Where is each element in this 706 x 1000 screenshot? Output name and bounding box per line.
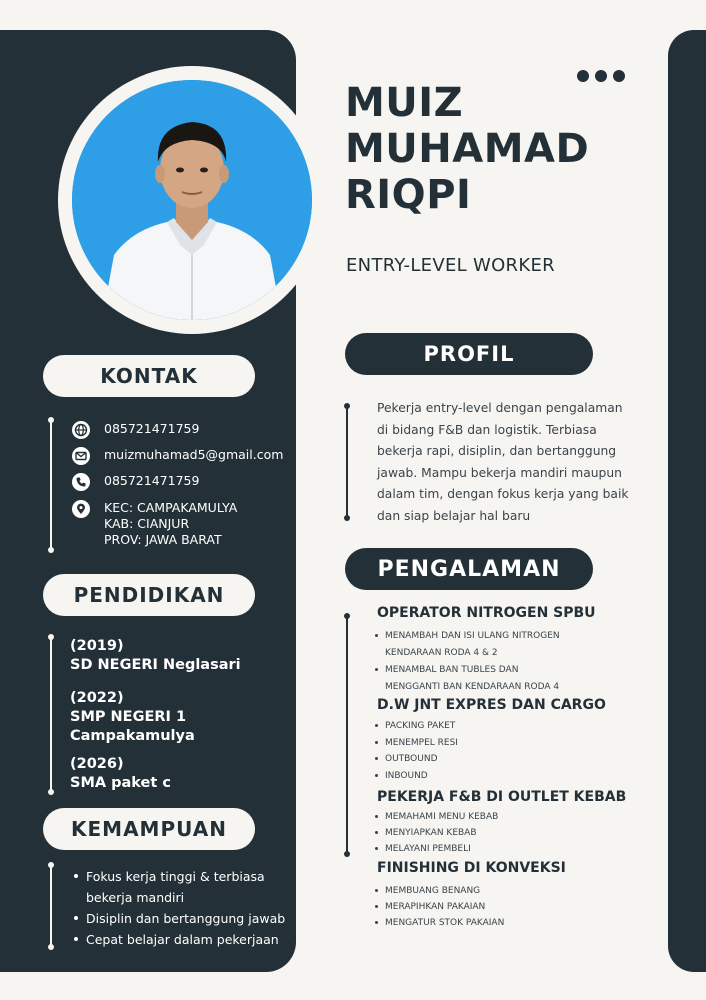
profile-summary	[377, 398, 627, 527]
name-line-3: RIQPI	[345, 172, 472, 218]
profile-line: jawab. Mampu bekerja mandiri maupun	[377, 465, 622, 480]
contact-email: muizmuhamad5@gmail.com	[104, 447, 284, 462]
job-title: FINISHING DI KONVEKSI	[377, 860, 566, 876]
experience-timeline	[346, 616, 348, 854]
address-line: KAB: CIANJUR	[104, 516, 190, 531]
right-decorative-bar	[668, 30, 706, 972]
address-line: KEC: CAMPAKAMULYA	[104, 500, 238, 515]
profile-line: Pekerja entry-level dengan pengalaman	[377, 401, 623, 415]
job-task-list	[373, 628, 560, 696]
job-title: OPERATOR NITROGEN SPBU	[377, 605, 596, 621]
job-task-list	[373, 718, 458, 784]
skills-timeline	[50, 865, 52, 947]
location-pin-icon	[72, 500, 90, 518]
education-school: SMA paket c	[70, 775, 171, 791]
contact-address	[104, 500, 237, 548]
contact-whatsapp: 085721471759	[104, 473, 200, 488]
profile-timeline	[346, 406, 348, 518]
profile-line: dan siap belajar hal baru	[377, 508, 531, 523]
job-task: OUTBOUND	[373, 751, 458, 768]
job-subtitle: ENTRY-LEVEL WORKER	[346, 255, 555, 276]
education-item	[70, 689, 195, 746]
name-line-1: MUIZ	[345, 80, 464, 126]
contact-phone: 085721471759	[104, 421, 200, 436]
profile-heading: PROFIL	[345, 333, 593, 375]
education-school: Campakamulya	[70, 728, 195, 744]
education-timeline	[50, 637, 52, 792]
contact-heading: KONTAK	[43, 355, 255, 397]
job-task-list	[373, 809, 498, 857]
job-task: MENAMBAH DAN ISI ULANG NITROGEN	[373, 628, 560, 645]
job-title: PEKERJA F&B DI OUTLET KEBAB	[377, 789, 627, 805]
education-school: SD NEGERI Neglasari	[70, 657, 241, 673]
profile-photo	[72, 80, 312, 320]
job-task: PACKING PAKET	[373, 718, 458, 735]
skill-item: Fokus kerja tinggi & terbiasa	[72, 866, 285, 887]
skills-heading: KEMAMPUAN	[43, 808, 255, 850]
job-task: MELAYANI PEMBELI	[373, 841, 498, 857]
job-task: MENAMBAL BAN TUBLES DAN	[373, 662, 560, 679]
education-year: (2026)	[70, 756, 124, 772]
job-task-list	[373, 883, 504, 931]
education-school: SMP NEGERI 1	[70, 709, 187, 725]
job-task: MEMBUANG BENANG	[373, 883, 504, 899]
contact-whatsapp-row	[72, 473, 199, 491]
skill-item: Cepat belajar dalam pekerjaan	[72, 929, 285, 950]
candidate-name	[345, 80, 589, 218]
address-line: PROV: JAWA BARAT	[104, 532, 222, 547]
profile-line: di bidang F&B dan logistik. Terbiasa	[377, 422, 597, 437]
globe-icon	[72, 421, 90, 439]
job-task-continued: KENDARAAN RODA 4 & 2	[385, 648, 498, 658]
education-year: (2022)	[70, 690, 124, 706]
skill-item-continued: bekerja mandiri	[86, 890, 185, 905]
contact-address-row	[72, 500, 237, 548]
education-item	[70, 637, 241, 675]
job-task: MENEMPEL RESI	[373, 735, 458, 752]
contact-timeline	[50, 420, 52, 550]
skill-item: Disiplin dan bertanggung jawab	[72, 908, 285, 929]
phone-icon	[72, 473, 90, 491]
job-task: MENGATUR STOK PAKAIAN	[373, 915, 504, 931]
mail-icon	[72, 447, 90, 465]
job-task: MENYIAPKAN KEBAB	[373, 825, 498, 841]
name-line-2: MUHAMAD	[345, 126, 590, 172]
job-task-continued: MENGGANTI BAN KENDARAAN RODA 4	[385, 682, 560, 692]
profile-line: bekerja rapi, disiplin, dan bertanggung	[377, 444, 617, 458]
profile-line: dalam tim, dengan fokus kerja yang baik	[377, 487, 629, 501]
education-year: (2019)	[70, 638, 124, 654]
contact-phone-row	[72, 421, 199, 439]
job-task: MEMAHAMI MENU KEBAB	[373, 809, 498, 825]
skills-list	[72, 866, 285, 950]
experience-heading: PENGALAMAN	[345, 548, 593, 590]
job-task: MERAPIHKAN PAKAIAN	[373, 899, 504, 915]
contact-email-row	[72, 447, 283, 465]
job-title: D.W JNT EXPRES DAN CARGO	[377, 697, 606, 713]
education-item	[70, 755, 171, 793]
education-heading: PENDIDIKAN	[43, 574, 255, 616]
job-task: INBOUND	[373, 768, 458, 785]
